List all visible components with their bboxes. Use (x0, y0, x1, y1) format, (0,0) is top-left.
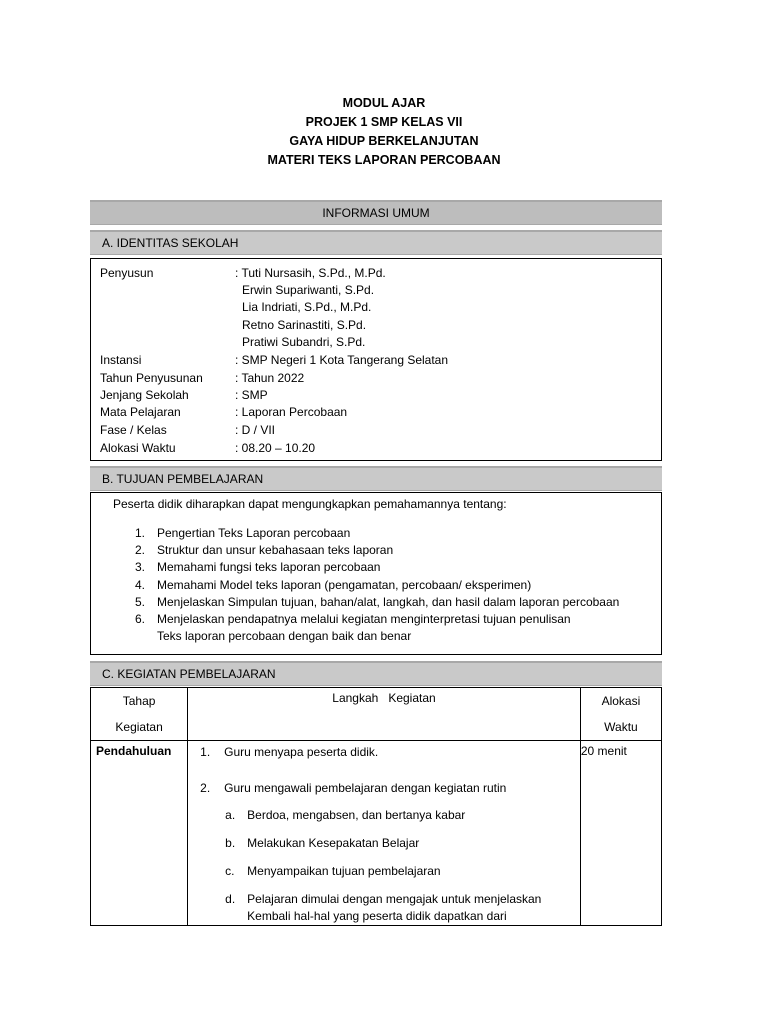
list-number: 3. (135, 560, 146, 575)
sub-item (188, 891, 580, 925)
header-tahap (91, 688, 188, 741)
header-langkah (188, 688, 581, 741)
header-tahap-line1: Tahap (122, 694, 156, 708)
sub-letter: d. (225, 892, 236, 906)
list-item (131, 542, 619, 559)
sub-text: Pelajaran dimulai dengan mengajak untuk menjelaskan (247, 892, 542, 906)
tujuan-intro: Peserta didik diharapkan dapat mengungkapkan pemahamannya tentang: (113, 497, 507, 511)
document-title (0, 94, 768, 170)
header-alokasi-line2: Waktu (604, 720, 638, 734)
step-number: 1. (200, 745, 211, 759)
sub-text-continued: Kembali hal-hal yang peserta didik dapatkan dari (247, 909, 507, 923)
tahun-value: : Tahun 2022 (235, 371, 305, 385)
list-text: Menjelaskan Simpulan tujuan, bahan/alat, langkah, dan hasil dalam laporan percobaan (157, 594, 620, 609)
title-line-3: GAYA HIDUP BERKELANJUTAN (289, 134, 479, 148)
title-line-2: PROJEK 1 SMP KELAS VII (305, 115, 463, 129)
sub-letter: a. (225, 808, 236, 822)
title-line-4: MATERI TEKS LAPORAN PERCOBAAN (267, 153, 501, 167)
kegiatan-header (90, 661, 662, 686)
mapel-label: Mata Pelajaran (100, 405, 181, 419)
list-item (131, 577, 619, 594)
step-text: Guru menyapa peserta didik. (224, 745, 379, 759)
list-number: 4. (135, 577, 146, 592)
sub-item (188, 835, 580, 852)
identitas-sekolah-label: A. IDENTITAS SEKOLAH (102, 236, 239, 250)
sub-letter: c. (225, 864, 235, 878)
jenjang-value: : SMP (235, 388, 268, 402)
alokasi-label: Alokasi Waktu (100, 441, 176, 455)
title-line-1: MODUL AJAR (342, 96, 426, 110)
stage-cell: Pendahuluan (91, 741, 188, 926)
header-alokasi-line1: Alokasi (601, 694, 641, 708)
list-item (131, 525, 619, 542)
list-text: Memahami Model teks laporan (pengamatan, percobaan/ eksperimen) (157, 577, 532, 592)
list-number: 6. (135, 612, 146, 627)
fase-value: : D / VII (235, 423, 276, 437)
sub-text: Melakukan Kesepakatan Belajar (247, 836, 420, 850)
tujuan-list (131, 525, 619, 645)
identitas-sekolah-header (90, 230, 662, 255)
penyusun-value: Retno Sarinastiti, S.Pd. (242, 318, 367, 332)
list-text: Memahami fungsi teks laporan percobaan (157, 560, 381, 575)
identitas-sekolah-box (90, 258, 662, 461)
sub-text: Berdoa, mengabsen, dan bertanya kabar (247, 808, 466, 822)
list-text: Pengertian Teks Laporan percobaan (157, 526, 351, 540)
tujuan-label: B. TUJUAN PEMBELAJARAN (102, 472, 264, 486)
header-alokasi (580, 688, 661, 741)
instansi-label: Instansi (100, 353, 142, 367)
sub-text: Menyampaikan tujuan pembelajaran (247, 864, 441, 878)
step-item (188, 744, 580, 761)
list-item (131, 594, 619, 611)
penyusun-value: Erwin Supariwanti, S.Pd. (242, 283, 375, 297)
list-number: 2. (135, 543, 146, 558)
penyusun-label: Penyusun (100, 266, 154, 280)
table-header-row (91, 688, 662, 741)
tahun-label: Tahun Penyusunan (100, 371, 203, 385)
tujuan-box (90, 492, 662, 655)
alokasi-value: : 08.20 – 10.20 (235, 441, 316, 455)
list-item (131, 611, 619, 645)
informasi-umum-header (90, 200, 662, 225)
sub-letter: b. (225, 836, 236, 850)
list-text: Struktur dan unsur kebahasaan teks laporan (157, 543, 394, 558)
penyusun-value: Lia Indriati, S.Pd., M.Pd. (242, 300, 372, 314)
list-text-continued: Teks laporan percobaan dengan baik dan benar (157, 629, 412, 644)
table-row (91, 741, 662, 926)
steps-cell (188, 741, 581, 926)
list-text: Menjelaskan pendapatnya melalui kegiatan menginterpretasi tujuan penulisan (157, 612, 571, 627)
penyusun-value: Pratiwi Subandri, S.Pd. (242, 335, 366, 349)
kegiatan-table (90, 687, 662, 926)
alloc-cell: 20 menit (580, 741, 661, 926)
list-number: 1. (135, 526, 146, 540)
fase-label: Fase / Kelas (100, 423, 167, 437)
jenjang-label: Jenjang Sekolah (100, 388, 189, 402)
sub-item (188, 807, 580, 824)
list-number: 5. (135, 594, 146, 609)
sub-item (188, 863, 580, 880)
kegiatan-label: C. KEGIATAN PEMBELAJARAN (102, 667, 276, 681)
mapel-value: : Laporan Percobaan (235, 405, 348, 419)
header-langkah-label: Langkah Kegiatan (332, 691, 436, 705)
instansi-value: : SMP Negeri 1 Kota Tangerang Selatan (235, 353, 449, 367)
step-item (188, 780, 580, 797)
penyusun-value: : Tuti Nursasih, S.Pd., M.Pd. (235, 266, 386, 280)
informasi-umum-label: INFORMASI UMUM (322, 206, 430, 220)
step-text: Guru mengawali pembelajaran dengan kegiatan rutin (224, 781, 507, 795)
list-item (131, 559, 619, 576)
tujuan-header (90, 466, 662, 491)
step-number: 2. (200, 781, 211, 795)
header-tahap-line2: Kegiatan (115, 720, 163, 734)
